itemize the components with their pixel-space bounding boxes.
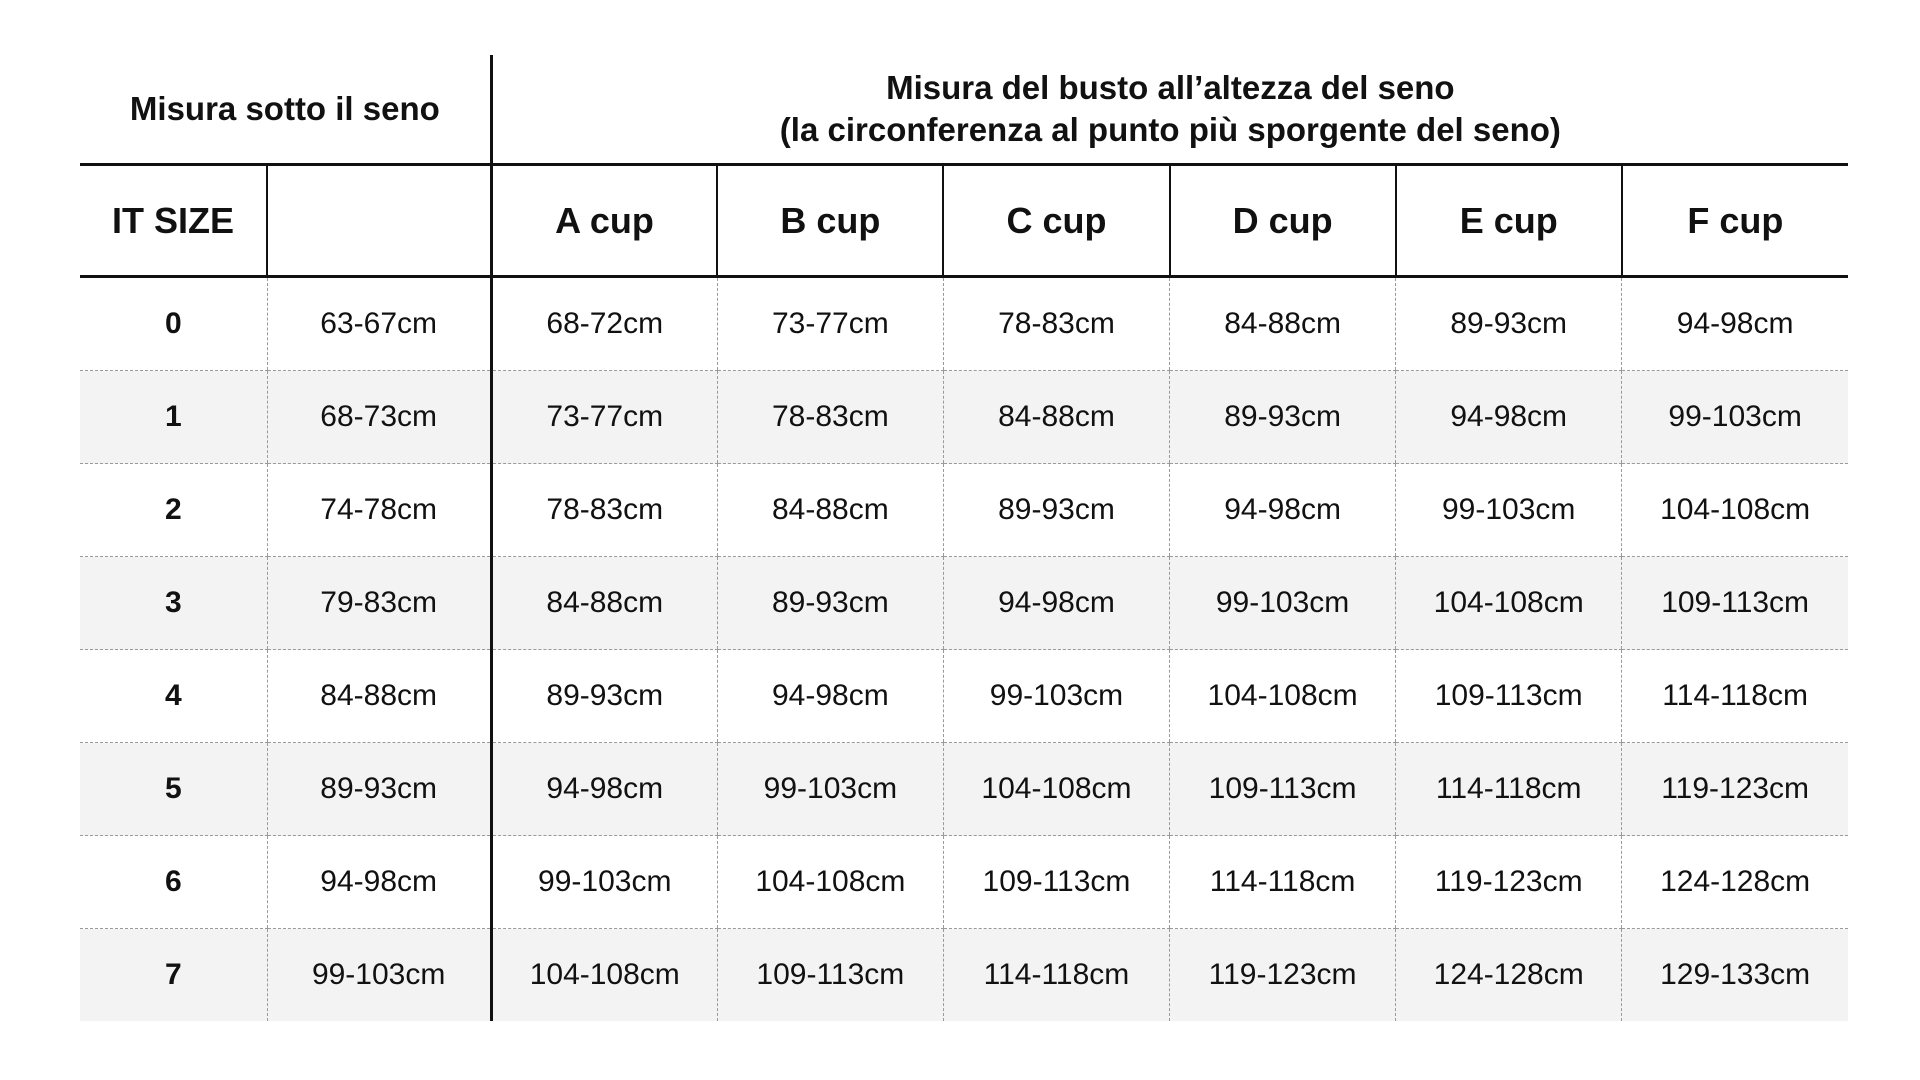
table-row [80, 650, 1848, 743]
c-cup-cell: 94-98cm [943, 557, 1169, 650]
b-cup-cell: 104-108cm [717, 836, 943, 929]
e-cup-cell: 124-128cm [1396, 929, 1622, 1022]
d-cup-cell: 119-123cm [1170, 929, 1396, 1022]
table-row [80, 371, 1848, 464]
under-bust-cell: 74-78cm [267, 464, 491, 557]
under-bust-group-header [80, 55, 491, 165]
group-header-row [80, 55, 1848, 165]
under-bust-cell: 79-83cm [267, 557, 491, 650]
f-cup-cell: 94-98cm [1622, 277, 1848, 371]
bust-label-line1: Misura del busto all’altezza del seno [886, 69, 1455, 106]
a-cup-cell: 99-103cm [491, 836, 717, 929]
a-cup-cell: 68-72cm [491, 277, 717, 371]
f-cup-cell: 99-103cm [1622, 371, 1848, 464]
a-cup-cell: 78-83cm [491, 464, 717, 557]
table-row [80, 557, 1848, 650]
c-cup-cell: 104-108cm [943, 743, 1169, 836]
b-cup-cell: 73-77cm [717, 277, 943, 371]
a-cup-cell: 73-77cm [491, 371, 717, 464]
col-header-e-cup: E cup [1396, 165, 1622, 277]
b-cup-cell: 78-83cm [717, 371, 943, 464]
e-cup-cell: 119-123cm [1396, 836, 1622, 929]
a-cup-cell: 104-108cm [491, 929, 717, 1022]
c-cup-cell: 114-118cm [943, 929, 1169, 1022]
col-header-d-cup: D cup [1170, 165, 1396, 277]
bust-label-line2: (la circonferenza al punto più sporgente del seno) [779, 111, 1561, 148]
table-row [80, 464, 1848, 557]
under-bust-cell: 84-88cm [267, 650, 491, 743]
c-cup-cell: 99-103cm [943, 650, 1169, 743]
f-cup-cell: 119-123cm [1622, 743, 1848, 836]
e-cup-cell: 109-113cm [1396, 650, 1622, 743]
size-cell: 5 [80, 743, 267, 836]
b-cup-cell: 94-98cm [717, 650, 943, 743]
col-header-c-cup: C cup [943, 165, 1169, 277]
f-cup-cell: 129-133cm [1622, 929, 1848, 1022]
size-cell: 7 [80, 929, 267, 1022]
d-cup-cell: 99-103cm [1170, 557, 1396, 650]
column-header-row [80, 165, 1848, 277]
f-cup-cell: 104-108cm [1622, 464, 1848, 557]
col-header-b-cup: B cup [717, 165, 943, 277]
col-header-under-bust [267, 165, 491, 277]
under-bust-cell: 99-103cm [267, 929, 491, 1022]
under-bust-cell: 89-93cm [267, 743, 491, 836]
size-cell: 3 [80, 557, 267, 650]
d-cup-cell: 109-113cm [1170, 743, 1396, 836]
c-cup-cell: 109-113cm [943, 836, 1169, 929]
e-cup-cell: 94-98cm [1396, 371, 1622, 464]
under-bust-cell: 63-67cm [267, 277, 491, 371]
a-cup-cell: 94-98cm [491, 743, 717, 836]
table-row [80, 836, 1848, 929]
b-cup-cell: 89-93cm [717, 557, 943, 650]
size-table [80, 55, 1848, 1021]
f-cup-cell: 124-128cm [1622, 836, 1848, 929]
d-cup-cell: 104-108cm [1170, 650, 1396, 743]
under-bust-cell: 94-98cm [267, 836, 491, 929]
c-cup-cell: 78-83cm [943, 277, 1169, 371]
f-cup-cell: 114-118cm [1622, 650, 1848, 743]
size-cell: 2 [80, 464, 267, 557]
b-cup-cell: 109-113cm [717, 929, 943, 1022]
size-cell: 1 [80, 371, 267, 464]
c-cup-cell: 84-88cm [943, 371, 1169, 464]
size-cell: 0 [80, 277, 267, 371]
d-cup-cell: 114-118cm [1170, 836, 1396, 929]
size-chart [80, 55, 1848, 1021]
under-bust-label: Misura sotto il seno [129, 90, 440, 127]
e-cup-cell: 114-118cm [1396, 743, 1622, 836]
e-cup-cell: 89-93cm [1396, 277, 1622, 371]
table-row [80, 929, 1848, 1022]
c-cup-cell: 89-93cm [943, 464, 1169, 557]
d-cup-cell: 94-98cm [1170, 464, 1396, 557]
a-cup-cell: 89-93cm [491, 650, 717, 743]
a-cup-cell: 84-88cm [491, 557, 717, 650]
bust-group-header [491, 55, 1848, 165]
table-row [80, 743, 1848, 836]
col-header-f-cup: F cup [1622, 165, 1848, 277]
size-cell: 6 [80, 836, 267, 929]
d-cup-cell: 89-93cm [1170, 371, 1396, 464]
size-cell: 4 [80, 650, 267, 743]
b-cup-cell: 84-88cm [717, 464, 943, 557]
col-header-it-size: IT SIZE [80, 165, 267, 277]
table-row [80, 277, 1848, 371]
under-bust-cell: 68-73cm [267, 371, 491, 464]
e-cup-cell: 99-103cm [1396, 464, 1622, 557]
f-cup-cell: 109-113cm [1622, 557, 1848, 650]
d-cup-cell: 84-88cm [1170, 277, 1396, 371]
col-header-a-cup: A cup [491, 165, 717, 277]
e-cup-cell: 104-108cm [1396, 557, 1622, 650]
b-cup-cell: 99-103cm [717, 743, 943, 836]
